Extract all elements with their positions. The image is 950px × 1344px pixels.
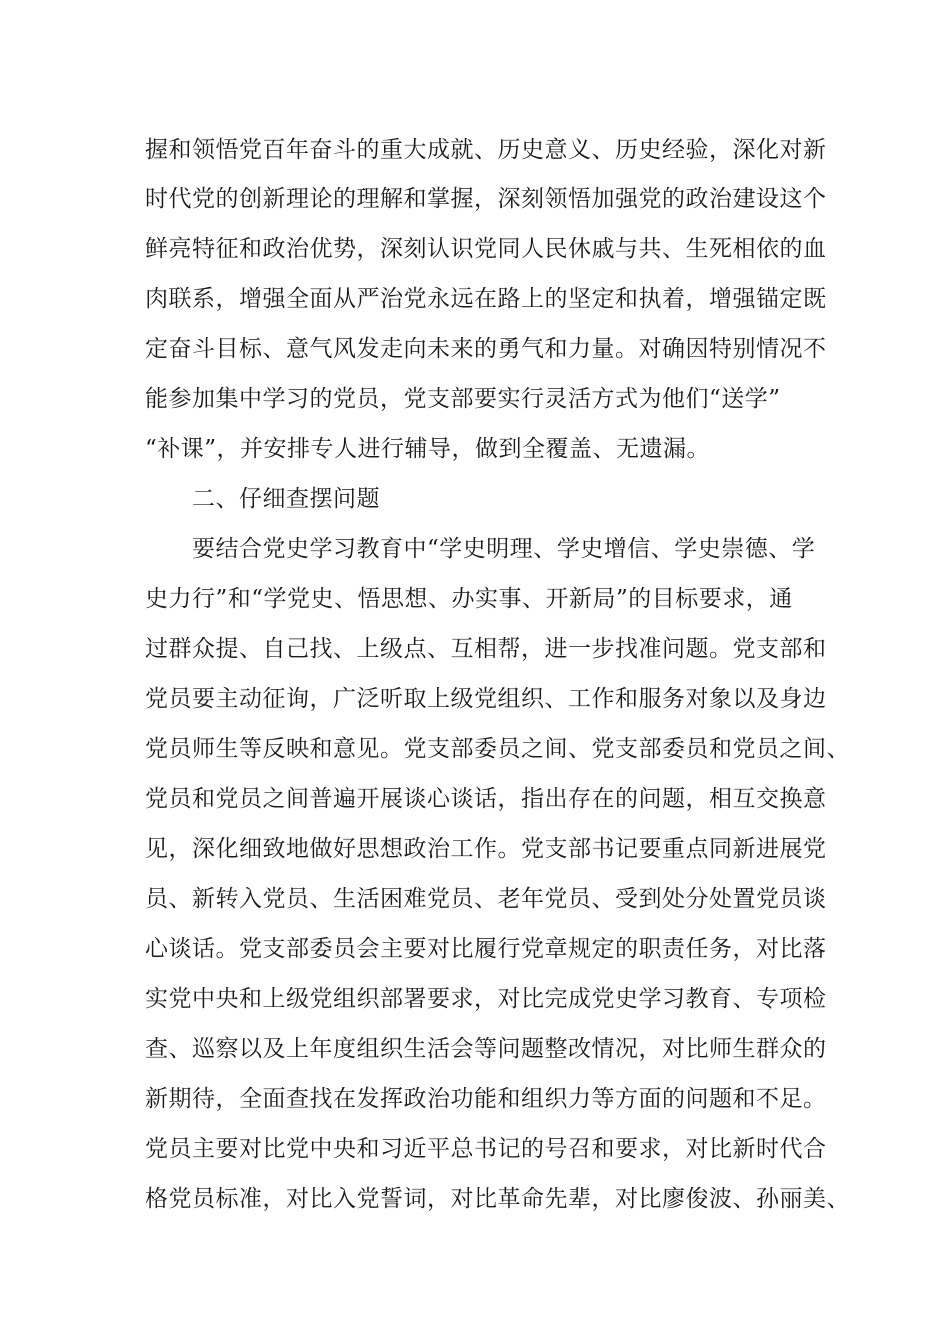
text-line: 员、新转入党员、生活困难党员、老年党员、受到处分处置党员谈 [145,886,827,912]
text-line: 过群众提、自己找、上级点、互相帮，进一步找准问题。党支部和 [145,636,827,662]
text-line: 时代党的创新理论的理解和掌握，深刻领悟加强党的政治建设这个 [145,186,827,212]
text-line: 党员主要对比党中央和习近平总书记的号召和要求，对比新时代合 [145,1136,827,1162]
text-line: 党员师生等反映和意见。党支部委员之间、党支部委员和党员之间、 [145,736,850,762]
text-line: 鲜亮特征和政治优势，深刻认识党同人民休戚与共、生死相依的血 [145,236,827,262]
text-line: 党员和党员之间普遍开展谈心谈话，指出存在的问题，相互交换意 [145,786,827,812]
text-line: 心谈话。党支部委员会主要对比履行党章规定的职责任务，对比落 [145,936,827,962]
text-line: 实党中央和上级党组织部署要求，对比完成党史学习教育、专项检 [145,986,827,1012]
text-line: 要结合党史学习教育中“学史明理、学史增信、学史崇德、学 [192,536,816,562]
text-line: 查、巡察以及上年度组织生活会等问题整改情况，对比师生群众的 [145,1036,827,1062]
section-heading: 二、仔细查摆问题 [192,486,380,512]
text-line: 定奋斗目标、意气风发走向未来的勇气和力量。对确因特别情况不 [145,336,827,362]
text-line: 新期待，全面查找在发挥政治功能和组织力等方面的问题和不足。 [145,1086,827,1112]
text-line: 能参加集中学习的党员，党支部要实行灵活方式为他们“送学” [145,386,781,412]
text-line: 党员要主动征询，广泛听取上级党组织、工作和服务对象以及身边 [145,686,827,712]
text-line: 史力行”和“学党史、悟思想、办实事、开新局”的目标要求，通 [145,586,793,612]
text-line: 格党员标准，对比入党誓词，对比革命先辈，对比廖俊波、孙丽美、 [145,1186,850,1212]
text-line: 肉联系，增强全面从严治党永远在路上的坚定和执着，增强锚定既 [145,286,827,312]
text-line: 握和领悟党百年奋斗的重大成就、历史意义、历史经验，深化对新 [145,137,827,163]
text-line: 见，深化细致地做好思想政治工作。党支部书记要重点同新进展党 [145,836,827,862]
text-line: “补课”，并安排专人进行辅导，做到全覆盖、无遗漏。 [145,436,711,462]
